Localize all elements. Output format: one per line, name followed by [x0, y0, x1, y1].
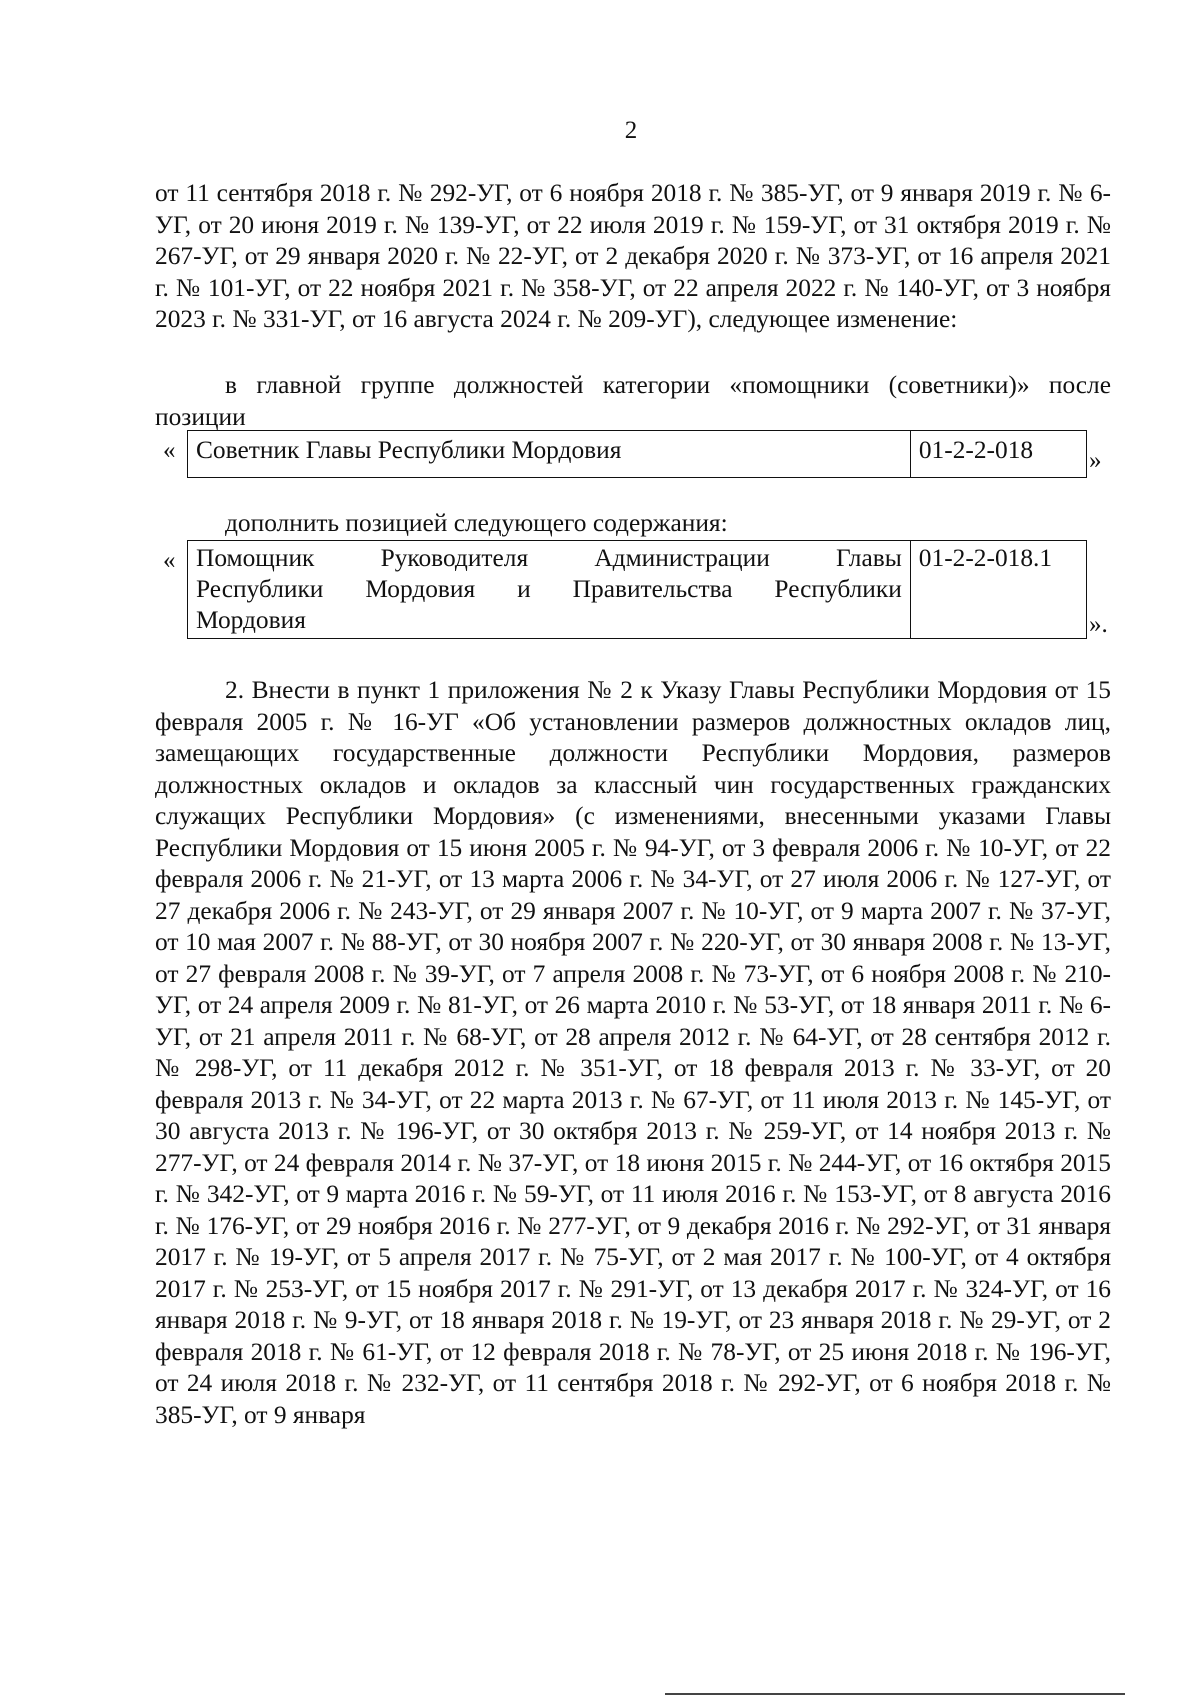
- position-name-line-3: Мордовия: [196, 606, 306, 634]
- position-code-cell: 01-2-2-018.1: [910, 541, 1086, 639]
- existing-position-block: [155, 430, 1125, 476]
- position-name-cell: Советник Главы Республики Мордовия: [188, 431, 911, 478]
- table-row: [188, 431, 1087, 478]
- new-position-table: [187, 540, 1087, 639]
- paragraph-item-2: 2. Внести в пункт 1 приложения № 2 к Указу Главы Республики Мордовия от 15 февраля 2005 г. № 16-УГ «Об установлении размеров должностных окладов лиц, замещающих государственные должности Республики Мордовия, размеров должностных окладов и окладов за классный чин государственных гражданских служащих Республики Мордовия» (с изменениями, внесенными указами Главы Республики Мордовия от 15 июня 2005 г. № 94-УГ, от 3 февраля 2006 г. № 10-УГ, от 22 февраля 2006 г. № 21-УГ, от 13 марта 2006 г. № 34-УГ, от 27 июля 2006 г. № 127-УГ, от 27 декабря 2006 г. № 243-УГ, от 29 января 2007 г. № 10-УГ, от 9 марта 2007 г. № 37-УГ, от 10 мая 2007 г. № 88-УГ, от 30 ноября 2007 г. № 220-УГ, от 30 января 2008 г. № 13-УГ, от 27 февраля 2008 г. № 39-УГ, от 7 апреля 2008 г. № 73-УГ, от 6 ноября 2008 г. № 210-УГ, от 24 апреля 2009 г. № 81-УГ, от 26 марта 2010 г. № 53-УГ, от 18 января 2011 г. № 6-УГ, от 21 апреля 2011 г. № 68-УГ, от 28 апреля 2012 г. № 64-УГ, от 28 сентября 2012 г. № 298-УГ, от 11 декабря 2012 г. № 351-УГ, от 18 февраля 2013 г. № 33-УГ, от 20 февраля 2013 г. № 34-УГ, от 22 марта 2013 г. № 67-УГ, от 11 июля 2013 г. № 145-УГ, от 30 августа 2013 г. № 196-УГ, от 30 октября 2013 г. № 259-УГ, от 14 ноября 2013 г. № 277-УГ, от 24 февраля 2014 г. № 37-УГ, от 18 июня 2015 г. № 244-УГ, от 16 октября 2015 г. № 342-УГ, от 9 марта 2016 г. № 59-УГ, от 11 июля 2016 г. № 153-УГ, от 8 августа 2016 г. № 176-УГ, от 29 ноября 2016 г. № 277-УГ, от 9 декабря 2016 г. № 292-УГ, от 31 января 2017 г. № 19-УГ, от 5 апреля 2017 г. № 75-УГ, от 2 мая 2017 г. № 100-УГ, от 4 октября 2017 г. № 253-УГ, от 15 ноября 2017 г. № 291-УГ, от 13 декабря 2017 г. № 324-УГ, от 16 января 2018 г. № 9-УГ, от 18 января 2018 г. № 19-УГ, от 23 января 2018 г. № 29-УГ, от 2 февраля 2018 г. № 61-УГ, от 12 февраля 2018 г. № 78-УГ, от 25 июня 2018 г. № 196-УГ, от 24 июля 2018 г. № 232-УГ, от 11 сентября 2018 г. № 292-УГ, от 6 ноября 2018 г. № 385-УГ, от 9 января: [155, 676, 1111, 1429]
- position-name-cell: [188, 541, 911, 639]
- existing-position-table: [187, 430, 1087, 478]
- closing-quote: ».: [1089, 611, 1108, 638]
- position-code-cell: 01-2-2-018: [910, 431, 1086, 478]
- new-position-block: [155, 540, 1125, 638]
- footer-divider: [665, 1693, 1125, 1695]
- position-name-line-1: Помощник Руководителя Администрации Главы: [196, 544, 902, 572]
- opening-quote: «: [163, 437, 176, 464]
- paragraph-add-position: дополнить позицией следующего содержания:: [225, 509, 728, 537]
- position-name-line-2: Республики Мордовия и Правительства Республики: [196, 575, 902, 603]
- paragraph-amendment-list-continued: от 11 сентября 2018 г. № 292-УГ, от 6 ноября 2018 г. № 385-УГ, от 9 января 2019 г. № 6-УГ, от 20 июня 2019 г. № 139-УГ, от 22 июля 2019 г. № 159-УГ, от 31 октября 2019 г. № 267-УГ, от 29 января 2020 г. № 22-УГ, от 2 декабря 2020 г. № 373-УГ, от 16 апреля 2021 г. № 101-УГ, от 22 ноября 2021 г. № 358-УГ, от 22 апреля 2022 г. № 140-УГ, от 3 ноября 2023 г. № 331-УГ, от 16 августа 2024 г. № 209-УГ), следующее изменение:: [155, 179, 1111, 333]
- closing-quote: »: [1089, 447, 1102, 474]
- page-number: 2: [624, 117, 638, 144]
- opening-quote: «: [163, 547, 176, 574]
- table-row: [188, 541, 1087, 639]
- paragraph-position-instruction: в главной группе должностей категории «помощники (советники)» после позиции: [155, 371, 1111, 431]
